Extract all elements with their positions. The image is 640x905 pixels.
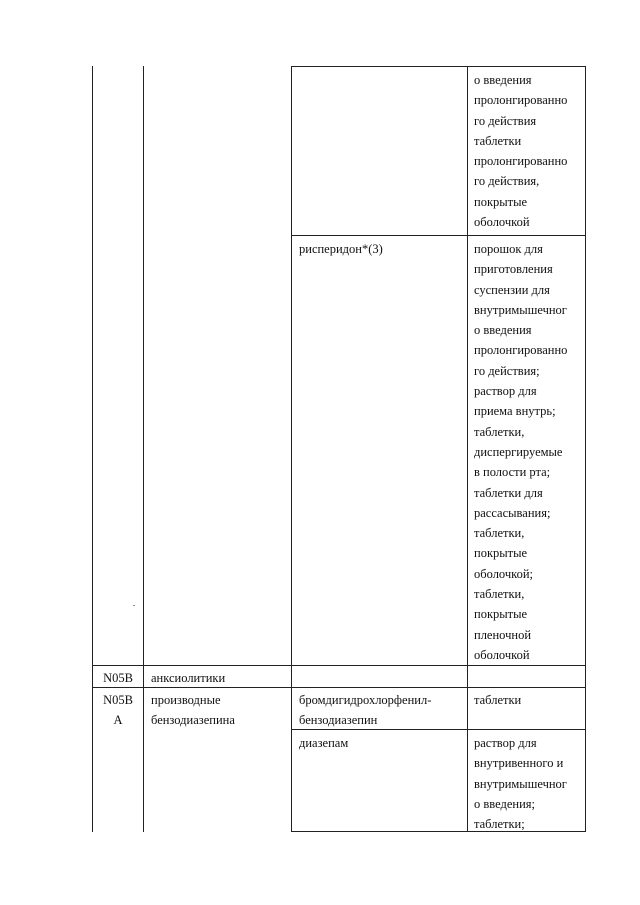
table-cell-code: N05B A (103, 693, 133, 728)
table-border-drug-form (467, 66, 468, 832)
table-cell-code: N05B (103, 671, 133, 685)
table-cell-group: производные бензодиазепина (151, 693, 235, 728)
table-border-group-drug (291, 66, 292, 832)
scan-speck (133, 605, 135, 606)
table-cell-drug: бромдигидрохлорфенил- бензодиазепин (299, 693, 432, 728)
table-top-border-right (291, 66, 586, 67)
table-cell-form: раствор для внутривенного и внутримышечног о введения; таблетки; (474, 736, 567, 832)
table-cell-group: анксиолитики (151, 671, 226, 685)
table-cell-drug: рисперидон*(3) (299, 242, 383, 256)
table-cell-form: порошок для приготовления суспензии для внутримышечног о введения пролонгированно го действия; раствор для приема внутрь; таблетки, диспергируемые в полости рта; таблетки для рассасывания; таблетки, покрытые оболочкой; таблетки, покрытые пленочной оболочкой (474, 242, 568, 662)
table-cell-form: таблетки (474, 693, 522, 707)
table-cell-drug: диазепам (299, 736, 349, 750)
table-border-code-group (143, 66, 144, 832)
row-divider-1 (291, 235, 586, 236)
table-cell-form: о введения пролонгированно го действия таблетки пролонгированно го действия, покрытые оболочкой (474, 73, 568, 230)
